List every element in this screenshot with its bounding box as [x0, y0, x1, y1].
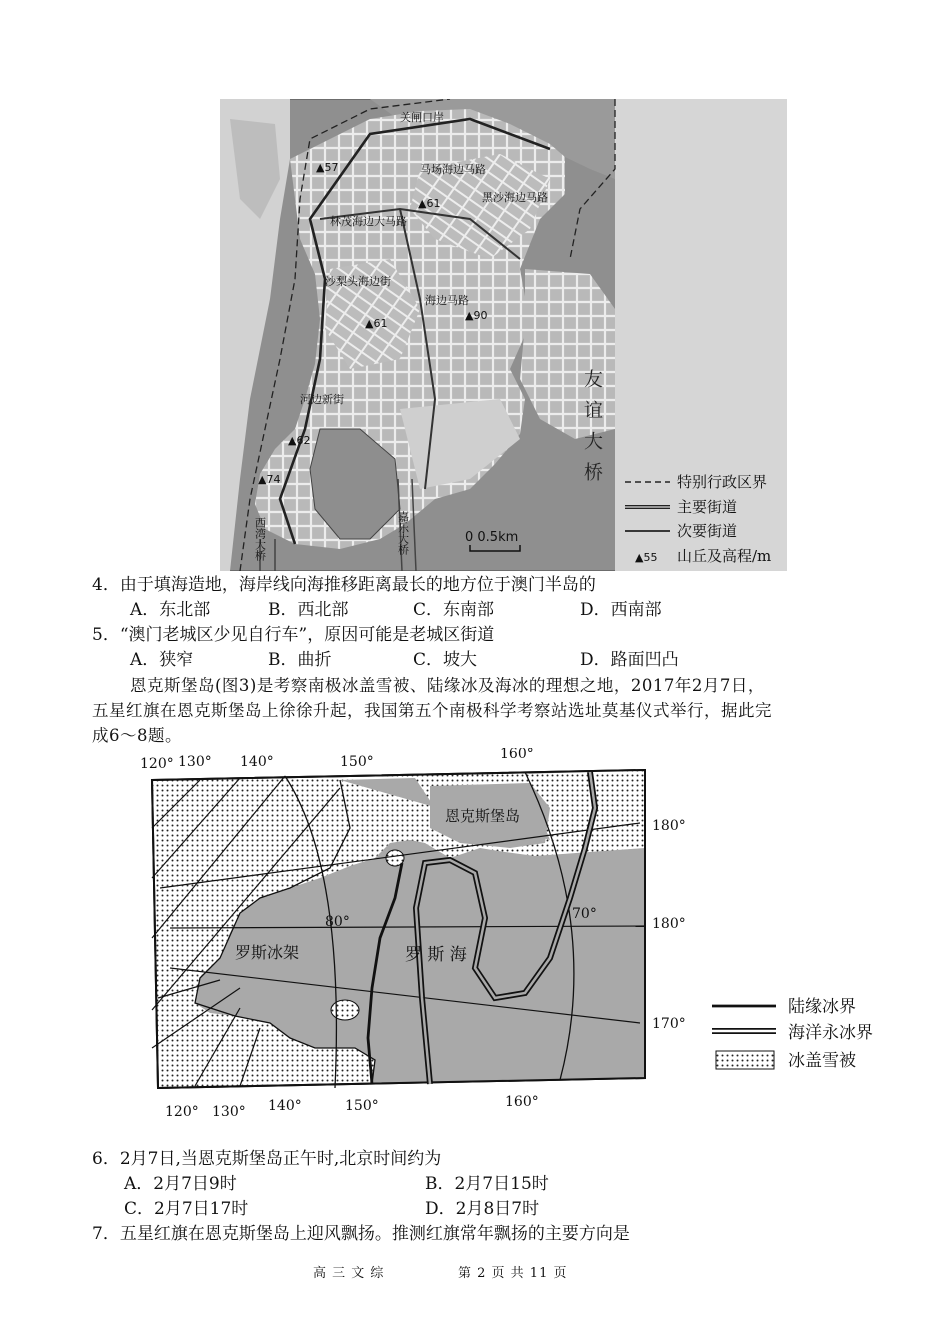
footer-subject: 高 三 文 综	[313, 1266, 385, 1281]
intro-line-1: 恩克斯堡岛(图3)是考察南极冰盖雪被、陆缘冰及海冰的理想之地，2017年2月7日，	[130, 676, 765, 695]
legend-permanent-sea-ice: 海洋永冰界	[788, 1023, 873, 1043]
bottom-tick-160: 160°	[505, 1094, 539, 1110]
label-river-street: 河边新街	[300, 393, 344, 406]
q6-stem: 6．2月7日,当恩克斯堡岛正午时,北京时间约为	[92, 1149, 442, 1169]
latitude-70: 70°	[572, 906, 597, 922]
q5-option-d: D．路面凹凸	[580, 650, 679, 670]
label-lam-mau-road: 林茂海边大马路	[330, 215, 407, 228]
hill-57: ▲57	[316, 161, 339, 174]
q4-option-d: D．西南部	[580, 600, 662, 620]
q4-option-a: A．东北部	[130, 600, 211, 620]
hill-62: ▲62	[288, 434, 311, 447]
label-seaside-road: 海边马路	[425, 294, 469, 307]
legend-boundary: 特别行政区界	[677, 473, 768, 491]
q6-option-c: C．2月7日17时	[124, 1199, 249, 1219]
q5-option-a: A．狭窄	[130, 650, 194, 670]
hill-61b: ▲61	[365, 317, 388, 330]
q6-option-b: B．2月7日15时	[425, 1174, 549, 1194]
intro-line-3: 成6～8题。	[92, 726, 182, 745]
intro-line-2: 五星红旗在恩克斯堡岛上徐徐升起，我国第五个南极科学考察站选址莫基仪式举行，据此完	[92, 701, 772, 720]
label-sa-lei-tau-street: 沙梨头海边街	[325, 275, 391, 288]
q6-option-d: D．2月8日7时	[425, 1199, 540, 1219]
latitude-80: 80°	[325, 914, 350, 930]
hill-61a: ▲61	[418, 197, 441, 210]
legend-main-street: 主要街道	[677, 498, 738, 516]
q6-option-a: A．2月7日9时	[124, 1174, 237, 1194]
macau-map	[220, 99, 787, 571]
legend-ice-sheet-snow: 冰盖雪被	[788, 1051, 856, 1071]
label-ross-sea: 罗 斯 海	[405, 945, 467, 965]
ross-sea-legend	[712, 996, 873, 1071]
label-hak-sa-road: 黑沙海边马路	[482, 191, 548, 204]
legend-hill: 山丘及高程/m	[677, 547, 772, 565]
q4-stem: 4．由于填海造地，海岸线向海推移距离最长的地方位于澳门半岛的	[92, 575, 596, 595]
q4-option-b: B．西北部	[268, 600, 349, 620]
q5-option-c: C．坡大	[413, 650, 478, 670]
label-sai-wan-bridge: 西湾大桥	[253, 517, 267, 561]
right-tick-180b: 180°	[652, 916, 686, 932]
legend-land-ice-boundary: 陆缘冰界	[788, 997, 856, 1017]
q4-option-c: C．东南部	[413, 600, 495, 620]
q5-stem: 5．“澳门老城区少见自行车”，原因可能是老城区街道	[92, 625, 495, 645]
label-ka-lok-bridge: 嘉乐大桥	[396, 511, 410, 555]
bottom-tick-150: 150°	[345, 1098, 379, 1114]
label-inexpressible-island: 恩克斯堡岛	[445, 807, 521, 825]
top-tick-130: 130°	[178, 754, 212, 770]
hill-74: ▲74	[258, 473, 281, 486]
right-tick-170: 170°	[652, 1016, 686, 1032]
footer-page-number: 第 2 页 共 11 页	[458, 1266, 568, 1281]
label-ross-ice-shelf: 罗斯冰架	[235, 943, 300, 962]
bottom-tick-140: 140°	[268, 1098, 302, 1114]
top-tick-140: 140°	[240, 754, 274, 770]
legend-minor-street: 次要街道	[677, 522, 738, 540]
q5-option-b: B．曲折	[268, 650, 332, 670]
q7-stem: 7．五星红旗在恩克斯堡岛上迎风飘扬。推测红旗常年飘扬的主要方向是	[92, 1224, 630, 1244]
label-border-gate: 关闸口岸	[400, 111, 444, 124]
label-friendship-bridge: 友谊大桥	[581, 369, 603, 493]
scale-label: 0 0.5km	[465, 530, 519, 545]
bottom-tick-120: 120°	[165, 1104, 199, 1120]
right-tick-180a: 180°	[652, 818, 686, 834]
hill-90: ▲90	[465, 309, 488, 322]
label-racecourse-road: 马场海边马路	[420, 163, 486, 176]
top-tick-160: 160°	[500, 748, 534, 762]
legend-hill-marker: ▲55	[635, 551, 658, 564]
bottom-tick-130: 130°	[212, 1104, 246, 1120]
top-tick-150: 150°	[340, 754, 374, 770]
top-tick-120: 120°	[140, 756, 174, 772]
ross-sea-map	[140, 748, 900, 1128]
